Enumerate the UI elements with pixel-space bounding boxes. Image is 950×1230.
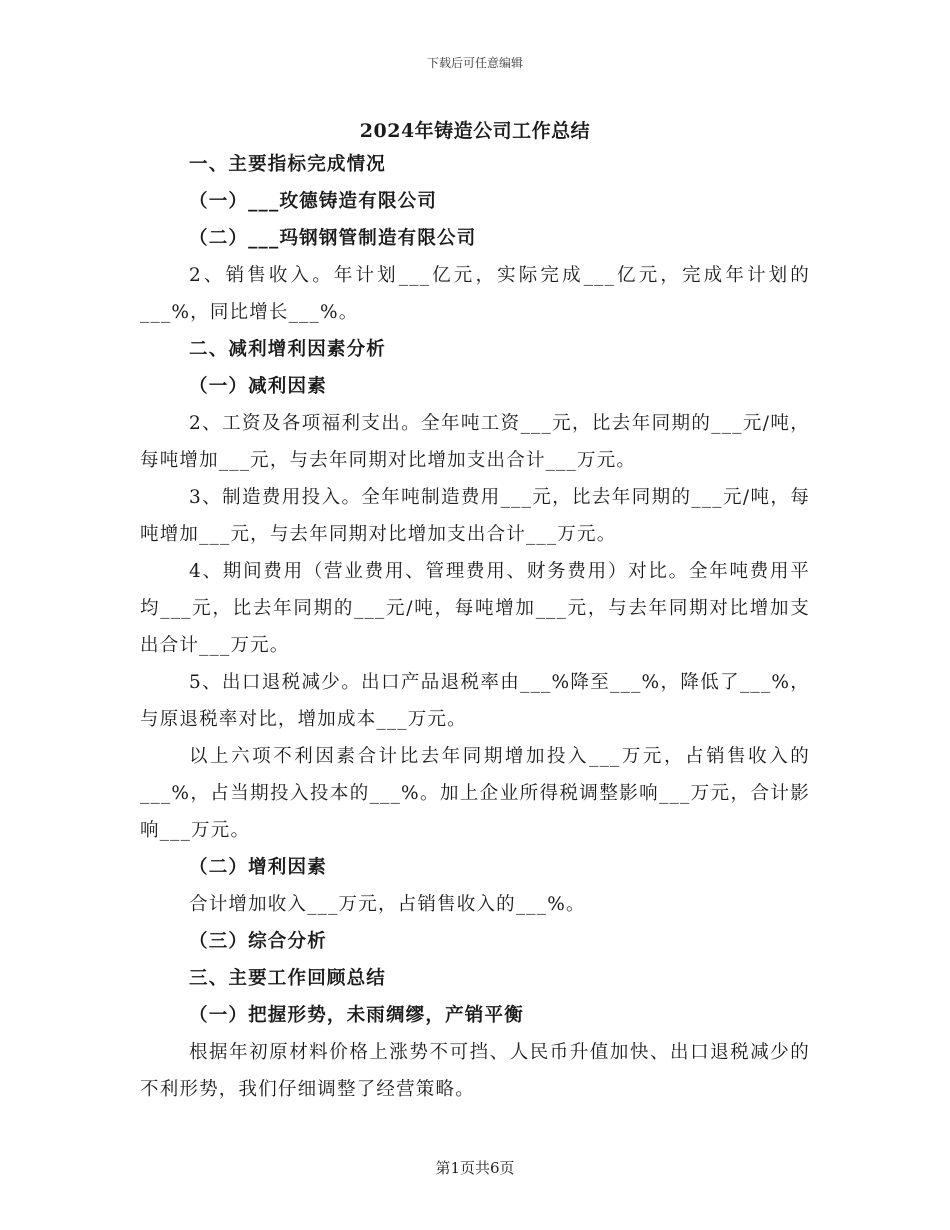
subsection-heading: （三）综合分析 — [189, 931, 327, 952]
section-heading: 二、减利增利因素分析 — [189, 339, 387, 360]
paragraph: 4、期间费用（营业费用、管理费用、财务费用）对比。全年吨费用平均___元，比去年同期的___元/吨，每吨增加___元，与去年同期对比增加支出合计___万元。 — [140, 561, 810, 656]
subsection-heading: （二）___玛钢钢管制造有限公司 — [189, 228, 477, 249]
section-heading: 一、主要指标完成情况 — [189, 154, 387, 175]
paragraph: 3、制造费用投入。全年吨制造费用___元，比去年同期的___元/吨，每吨增加___元，与去年同期对比增加支出合计___万元。 — [140, 487, 810, 545]
paragraph: 根据年初原材料价格上涨势不可挡、人民币升值加快、出口退税减少的不利形势，我们仔细调整了经营策略。 — [140, 1042, 810, 1100]
subsection-heading: （一）减利因素 — [189, 376, 327, 397]
paragraph: 合计增加收入___万元，占销售收入的___%。 — [189, 894, 586, 915]
paragraph: 2、工资及各项福利支出。全年吨工资___元，比去年同期的___元/吨，每吨增加___元，与去年同期对比增加支出合计___万元。 — [140, 413, 810, 471]
paragraph: 5、出口退税减少。出口产品退税率由___%降至___%，降低了___%，与原退税率对比，增加成本___万元。 — [140, 672, 810, 730]
page-footer: 第1页共6页 — [435, 1159, 515, 1177]
document-title: 2024年铸造公司工作总结 — [359, 120, 591, 142]
paragraph: 2、销售收入。年计划___亿元，实际完成___亿元，完成年计划的___%，同比增长___%。 — [140, 265, 810, 323]
subsection-heading: （一）把握形势，未雨绸缪，产销平衡 — [189, 1005, 524, 1026]
section-heading: 三、主要工作回顾总结 — [189, 968, 387, 989]
subsection-heading: （一）___玫德铸造有限公司 — [189, 191, 438, 212]
subsection-heading: （二）增利因素 — [189, 857, 327, 878]
header-note: 下载后可任意编辑 — [426, 56, 523, 70]
paragraph: 以上六项不利因素合计比去年同期增加投入___万元，占销售收入的___%，占当期投入投本的___%。加上企业所得税调整影响___万元，合计影响___万元。 — [140, 746, 810, 841]
document-body — [140, 146, 810, 1108]
